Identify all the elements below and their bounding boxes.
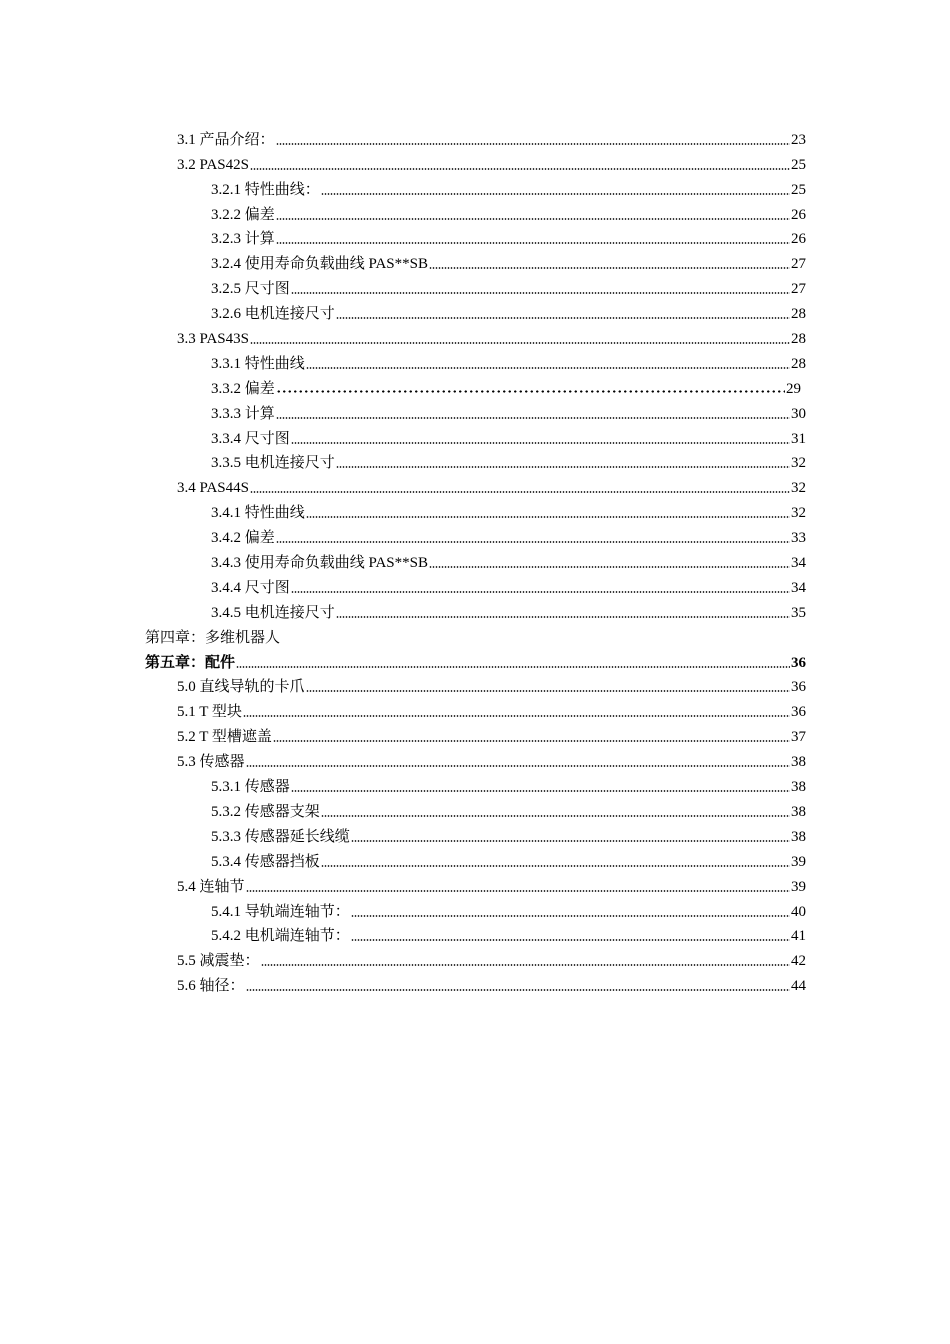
toc-entry-page-number: 38: [791, 828, 806, 845]
toc-entry[interactable]: [0, 174, 950, 199]
toc-dot-leader: [276, 541, 790, 543]
toc-entry[interactable]: [0, 199, 950, 224]
toc-entry-title: 5.1 T 型块: [177, 704, 242, 721]
toc-dot-leader: [276, 390, 785, 393]
toc-entry-title: 3.3 PAS43S: [177, 331, 249, 348]
toc-dot-leader: [276, 242, 790, 244]
toc-entry[interactable]: [0, 970, 950, 995]
toc-dot-leader: [246, 890, 790, 892]
toc-dot-leader: [291, 591, 790, 593]
toc-entry-page-number: 40: [791, 903, 806, 920]
toc-entry-page-number: 36: [791, 679, 806, 696]
toc-entry-title: 3.4 PAS44S: [177, 480, 249, 497]
toc-entry-title: 5.6 轴径：: [177, 978, 245, 995]
toc-entry-title: 5.3.2 传感器支架: [211, 803, 320, 820]
toc-entry-title: 3.2.2 偏差: [211, 206, 275, 223]
toc-entry-page-number: 37: [791, 729, 806, 746]
toc-dot-leader: [321, 193, 790, 195]
toc-entry-title: 5.5 减震垫：: [177, 953, 260, 970]
toc-entry-title: 5.3.4 传感器挡板: [211, 853, 320, 870]
toc-dot-leader: [243, 715, 790, 717]
toc-dot-leader: [250, 342, 790, 344]
toc-entry-page-number: 23: [791, 131, 806, 148]
toc-dot-leader: [351, 840, 790, 842]
toc-entry-title: 3.3.2 偏差: [211, 380, 275, 397]
toc-entry-page-number: 42: [791, 953, 806, 970]
toc-entry[interactable]: [0, 373, 950, 398]
toc-dot-leader: [281, 641, 805, 643]
toc-entry[interactable]: [0, 224, 950, 249]
toc-entry-page-number: 38: [791, 803, 806, 820]
toc-entry-page-number: 38: [791, 754, 806, 771]
toc-entry-page-number: 44: [791, 978, 806, 995]
toc-entry-page-number: 26: [791, 231, 806, 248]
toc-entry-page-number: 38: [791, 779, 806, 796]
toc-entry-page-number: 32: [791, 505, 806, 522]
toc-entry-page-number: 36: [791, 654, 806, 671]
toc-entry-page-number: 28: [791, 306, 806, 323]
toc-entry-page-number: 41: [791, 928, 806, 945]
toc-entry[interactable]: [0, 497, 950, 522]
toc-entry[interactable]: [0, 398, 950, 423]
table-of-contents: [0, 124, 950, 995]
toc-entry-title: 3.3.4 尺寸图: [211, 430, 290, 447]
toc-entry-page-number: 27: [791, 256, 806, 273]
toc-entry-title: 3.4.2 偏差: [211, 530, 275, 547]
toc-entry[interactable]: [0, 149, 950, 174]
toc-entry-page-number: 26: [791, 206, 806, 223]
toc-entry-title: 3.4.5 电机连接尺寸: [211, 604, 335, 621]
toc-entry-page-number: 27: [791, 281, 806, 298]
toc-entry-title: 3.4.4 尺寸图: [211, 579, 290, 596]
toc-dot-leader: [246, 765, 790, 767]
toc-entry-title: 3.2.3 计算: [211, 231, 275, 248]
toc-dot-leader: [351, 915, 790, 917]
toc-entry[interactable]: [0, 647, 950, 672]
toc-entry-page-number: 34: [791, 555, 806, 572]
toc-entry[interactable]: [0, 921, 950, 946]
toc-entry-title: 5.3 传感器: [177, 754, 245, 771]
toc-entry-title: 3.3.1 特性曲线: [211, 355, 305, 372]
toc-entry[interactable]: [0, 871, 950, 896]
toc-dot-leader: [276, 143, 790, 145]
toc-entry-title: 5.4.2 电机端连轴节：: [211, 928, 350, 945]
toc-entry[interactable]: [0, 945, 950, 970]
toc-dot-leader: [429, 267, 790, 269]
toc-entry-title: 3.2.5 尺寸图: [211, 281, 290, 298]
toc-dot-leader: [336, 616, 790, 618]
toc-entry[interactable]: [0, 622, 950, 647]
toc-entry-page-number: 25: [791, 156, 806, 173]
toc-dot-leader: [291, 790, 790, 792]
toc-entry[interactable]: [0, 323, 950, 348]
toc-entry-page-number: 32: [791, 480, 806, 497]
toc-entry-title: 3.4.3 使用寿命负载曲线 PAS**SB: [211, 555, 428, 572]
toc-entry-title: 3.4.1 特性曲线: [211, 505, 305, 522]
toc-entry-page-number: 39: [791, 878, 806, 895]
toc-entry[interactable]: [0, 672, 950, 697]
toc-entry-title: 5.3.3 传感器延长线缆: [211, 828, 350, 845]
toc-entry[interactable]: [0, 522, 950, 547]
toc-entry-page-number: 35: [791, 604, 806, 621]
toc-dot-leader: [336, 317, 790, 319]
toc-entry-title: 第五章：配件: [145, 654, 236, 671]
toc-entry[interactable]: [0, 273, 950, 298]
toc-entry-title: 3.1 产品介绍：: [177, 131, 275, 148]
toc-entry[interactable]: [0, 896, 950, 921]
toc-entry-title: 3.2.6 电机连接尺寸: [211, 306, 335, 323]
toc-entry-title: 3.2.4 使用寿命负载曲线 PAS**SB: [211, 256, 428, 273]
toc-entry[interactable]: [0, 721, 950, 746]
toc-entry-title: 5.0 直线导轨的卡爪: [177, 679, 305, 696]
toc-entry-page-number: 36: [791, 704, 806, 721]
toc-entry-page-number: 28: [791, 331, 806, 348]
toc-dot-leader: [336, 466, 790, 468]
toc-entry-title: 5.4.1 导轨端连轴节：: [211, 903, 350, 920]
toc-dot-leader: [276, 218, 790, 220]
toc-dot-leader: [321, 865, 790, 867]
toc-entry[interactable]: [0, 846, 950, 871]
toc-dot-leader: [351, 939, 790, 941]
toc-dot-leader: [306, 690, 790, 692]
toc-entry[interactable]: [0, 771, 950, 796]
toc-dot-leader: [261, 964, 790, 966]
toc-dot-leader: [250, 491, 790, 493]
toc-entry[interactable]: [0, 547, 950, 572]
toc-dot-leader: [306, 516, 790, 518]
toc-dot-leader: [250, 168, 790, 170]
toc-entry[interactable]: [0, 248, 950, 273]
toc-entry-title: 3.3.3 计算: [211, 405, 275, 422]
toc-entry[interactable]: [0, 597, 950, 622]
toc-entry[interactable]: [0, 696, 950, 721]
toc-entry-page-number: 29: [786, 380, 801, 397]
toc-entry-title: 3.2 PAS42S: [177, 156, 249, 173]
toc-entry-title: 3.3.5 电机连接尺寸: [211, 455, 335, 472]
toc-entry-title: 5.3.1 传感器: [211, 779, 290, 796]
toc-entry-page-number: 25: [791, 181, 806, 198]
toc-dot-leader: [276, 417, 790, 419]
toc-entry-title: 5.2 T 型槽遮盖: [177, 729, 272, 746]
toc-dot-leader: [273, 740, 790, 742]
toc-dot-leader: [306, 367, 790, 369]
toc-entry-page-number: 32: [791, 455, 806, 472]
toc-entry[interactable]: [0, 124, 950, 149]
toc-entry[interactable]: [0, 746, 950, 771]
toc-entry-page-number: 39: [791, 853, 806, 870]
toc-dot-leader: [246, 989, 790, 991]
toc-dot-leader: [321, 815, 790, 817]
toc-dot-leader: [291, 442, 790, 444]
toc-dot-leader: [429, 566, 790, 568]
toc-entry-page-number: 34: [791, 579, 806, 596]
toc-entry[interactable]: [0, 821, 950, 846]
toc-entry-page-number: 28: [791, 355, 806, 372]
toc-entry[interactable]: [0, 448, 950, 473]
toc-entry[interactable]: [0, 423, 950, 448]
toc-dot-leader: [291, 292, 790, 294]
toc-entry[interactable]: [0, 796, 950, 821]
toc-entry-title: 5.4 连轴节: [177, 878, 245, 895]
toc-entry[interactable]: [0, 348, 950, 373]
toc-entry-title: 3.2.1 特性曲线：: [211, 181, 320, 198]
toc-dot-leader: [236, 666, 790, 668]
toc-entry-page-number: 30: [791, 405, 806, 422]
toc-entry[interactable]: [0, 472, 950, 497]
toc-entry-title: 第四章：多维机器人: [145, 629, 281, 646]
toc-entry-page-number: 33: [791, 530, 806, 547]
toc-entry[interactable]: [0, 572, 950, 597]
toc-entry-page-number: 31: [791, 430, 806, 447]
toc-entry[interactable]: [0, 298, 950, 323]
